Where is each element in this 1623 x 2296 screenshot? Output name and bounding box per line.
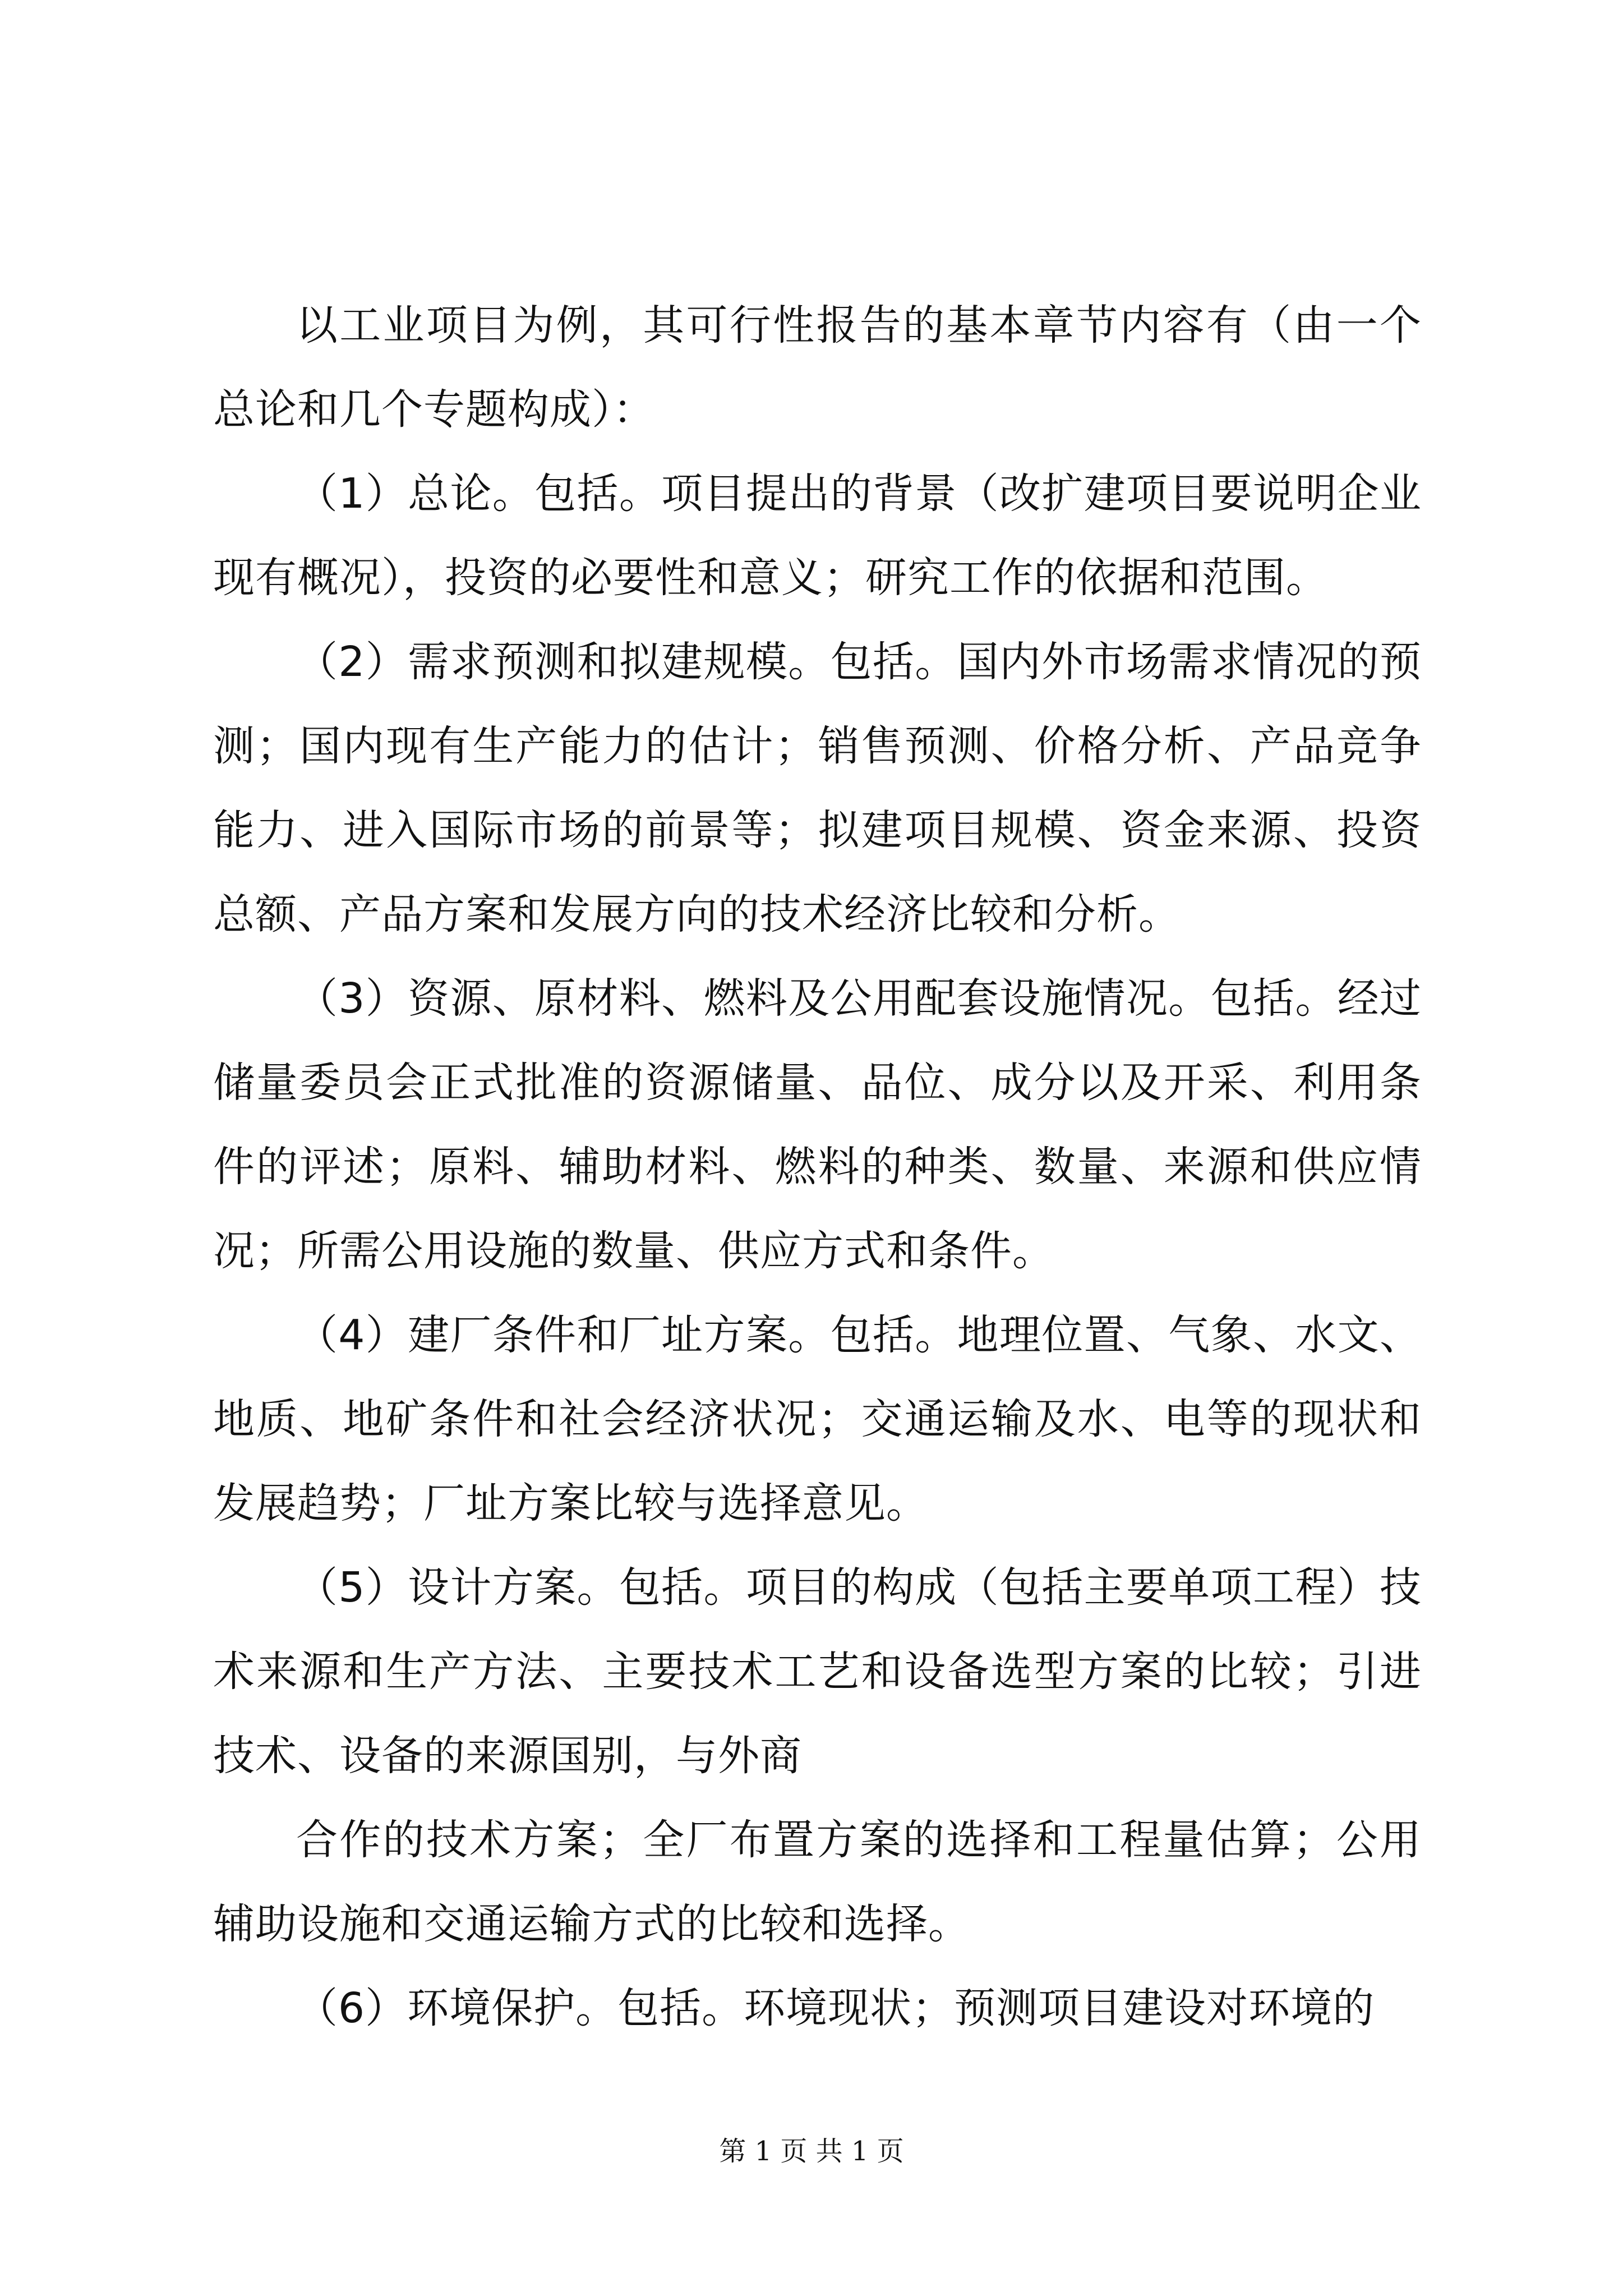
- paragraph-section-1: （1）总论。包括。项目提出的背景（改扩建项目要说明企业现有概况），投资的必要性和意义；研究工作的依据和范围。: [213, 470, 1422, 602]
- paragraph-section-2: （2）需求预测和拟建规模。包括。国内外市场需求情况的预测；国内现有生产能力的估计；销售预测、价格分析、产品竞争能力、进入国际市场的前景等；拟建项目规模、资金来源、投资总额、产品方案和发展方向的技术经济比较和分析。: [213, 638, 1422, 938]
- paragraph-section-6: （6）环境保护。包括。环境现状；预测项目建设对环境的: [296, 1984, 1375, 2032]
- paragraph-section-5-continued: 合作的技术方案；全厂布置方案的选择和工程量估算；公用辅助设施和交通运输方式的比较和选择。: [213, 1816, 1422, 1948]
- paragraph-section-3: （3）资源、原材料、燃料及公用配套设施情况。包括。经过储量委员会正式批准的资源储量、品位、成分以及开采、利用条件的评述；原料、辅助材料、燃料的种类、数量、来源和供应情况；所需公用设施的数量、供应方式和条件。: [213, 974, 1422, 1275]
- page-footer: [0, 2134, 1623, 2168]
- page-number: 第 1 页 共 1 页: [719, 2136, 904, 2167]
- paragraph-section-4: （4）建厂条件和厂址方案。包括。地理位置、气象、水文、地质、地矿条件和社会经济状况；交通运输及水、电等的现状和发展趋势；厂址方案比较与选择意见。: [213, 1311, 1422, 1527]
- paragraph-section-5: （5）设计方案。包括。项目的构成（包括主要单项工程）技术来源和生产方法、主要技术工艺和设备选型方案的比较；引进技术、设备的来源国别，与外商: [213, 1563, 1422, 1780]
- document-body: [213, 283, 1422, 2050]
- paragraph-intro: 以工业项目为例，其可行性报告的基本章节内容有（由一个总论和几个专题构成）：: [213, 301, 1422, 434]
